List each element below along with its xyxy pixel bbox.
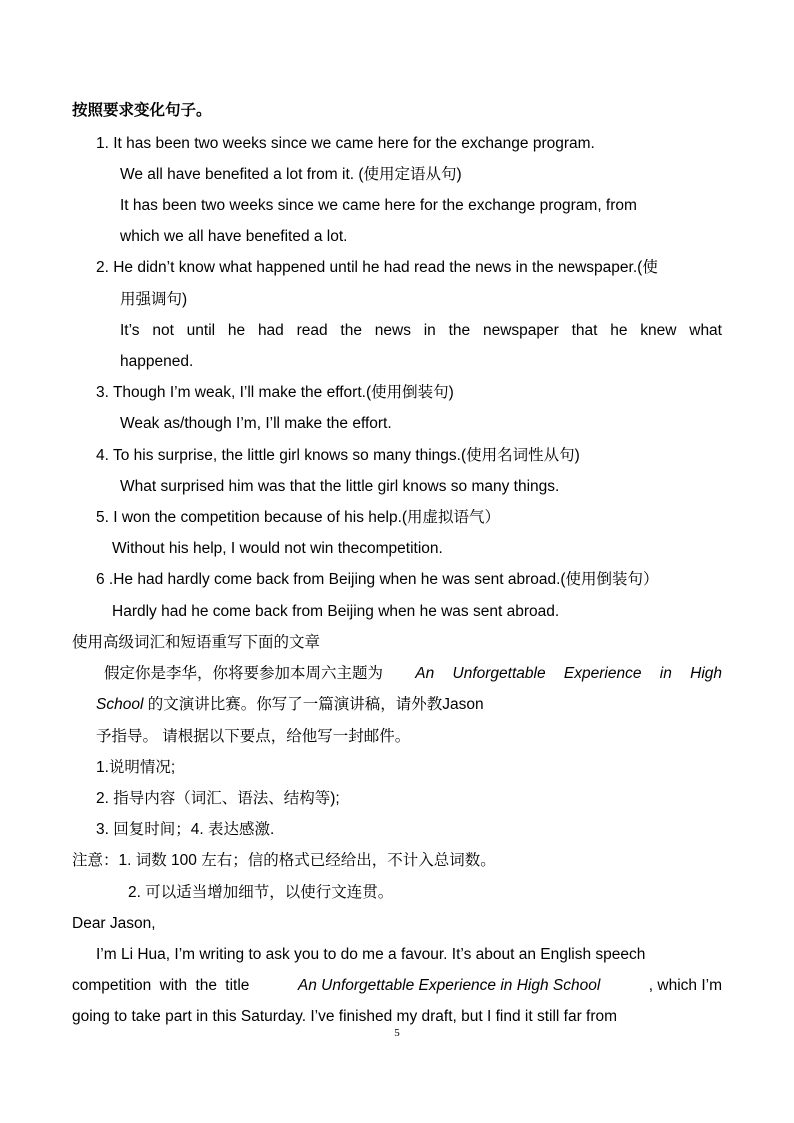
prompt-line-1 bbox=[104, 664, 722, 684]
item-4-answer: What surprised him was that the little girl knows so many things. bbox=[120, 478, 560, 495]
prompt-note-2: 2. 可以适当增加细节，以使行文连贯。 bbox=[128, 884, 394, 901]
letter-salutation: Dear Jason, bbox=[72, 915, 156, 932]
item-2-question: 2. He didn’t know what happened until he had read the news in the newspaper.(使 bbox=[96, 259, 658, 276]
prompt-point-1: 1.说明情况; bbox=[96, 759, 176, 776]
item-3-answer: Weak as/though I’m, I’ll make the effort. bbox=[120, 415, 392, 432]
item-6-answer: Hardly had he come back from Beijing when he was sent abroad. bbox=[112, 603, 560, 620]
prompt-note-1: 注意：1. 词数 100 左右；信的格式已经给出，不计入总词数。 bbox=[72, 852, 496, 869]
item-2-answer-line-1: It’s not until he had read the news in the newspaper that he knew what bbox=[120, 322, 722, 339]
item-1-question-cont: We all have benefited a lot from it. (使用定语从句) bbox=[120, 166, 462, 183]
item-1-answer-line-2: which we all have benefited a lot. bbox=[120, 228, 348, 245]
item-2-question-cont: 用强调句) bbox=[120, 291, 188, 308]
letter-speech-title: An Unforgettable Experience in High School bbox=[297, 977, 601, 994]
letter-line-2-end: , which I’m bbox=[648, 977, 722, 994]
prompt-title-part-1: An Unforgettable Experience in High bbox=[415, 665, 722, 682]
prompt-point-2: 2. 指导内容（词汇、语法、结构等); bbox=[96, 790, 340, 807]
prompt-line-3: 予指导。 请根据以下要点，给他写一封邮件。 bbox=[96, 728, 411, 745]
prompt-text-1: 假定你是李华，你将要参加本周六主题为 bbox=[104, 665, 384, 682]
page-number: 5 bbox=[394, 1027, 400, 1039]
prompt-text-2: 的文演讲比赛。你写了一篇演讲稿，请外教Jason bbox=[143, 696, 484, 713]
section-heading-2: 使用高级词汇和短语重写下面的文章 bbox=[72, 634, 321, 651]
letter-line-3: going to take part in this Saturday. I’ve finished my draft, but I find it still far from bbox=[72, 1008, 618, 1025]
item-5-answer: Without his help, I would not win thecompetition. bbox=[112, 540, 443, 557]
section-heading-1: 按照要求变化句子。 bbox=[72, 102, 212, 119]
letter-line-1: I’m Li Hua, I’m writing to ask you to do me a favour. It’s about an English speech bbox=[96, 946, 646, 963]
item-1-answer-line-1: It has been two weeks since we came here for the exchange program, from bbox=[120, 197, 637, 214]
prompt-title-part-2: School bbox=[96, 696, 144, 713]
prompt-line-2 bbox=[96, 695, 484, 715]
letter-line-2 bbox=[72, 976, 722, 996]
letter-line-2-start: competition with the title bbox=[72, 977, 250, 994]
prompt-point-3: 3. 回复时间；4. 表达感激. bbox=[96, 821, 275, 838]
item-4-question: 4. To his surprise, the little girl knows so many things.(使用名词性从句) bbox=[96, 447, 580, 464]
item-1-question: 1. It has been two weeks since we came here for the exchange program. bbox=[96, 135, 595, 152]
item-6-question: 6 .He had hardly come back from Beijing when he was sent abroad.(使用倒装句） bbox=[96, 571, 659, 588]
item-5-question: 5. I won the competition because of his help.(用虚拟语气） bbox=[96, 509, 501, 526]
item-2-answer-line-2: happened. bbox=[120, 353, 194, 370]
item-3-question: 3. Though I’m weak, I’ll make the effort.(使用倒装句) bbox=[96, 384, 454, 401]
